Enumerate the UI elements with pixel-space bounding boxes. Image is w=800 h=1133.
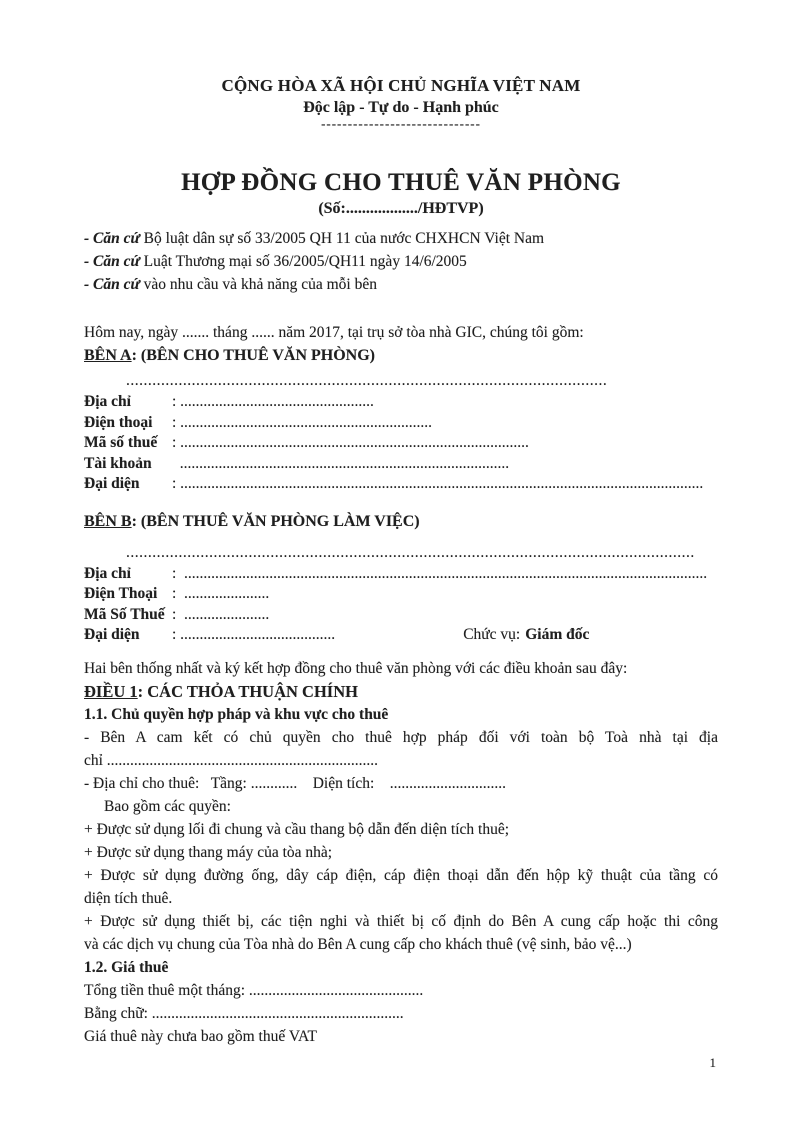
clause-line: + Được sử dụng thang máy của tòa nhà; (84, 843, 333, 861)
field-value: : ................................................................. (172, 413, 433, 431)
clause-line: - Bên A cam kết có chủ quyền cho thuê hợp pháp đối với toàn bộ Toà nhà tại địa (84, 728, 718, 746)
field-row-address (84, 392, 718, 413)
rent-total-line: Tổng tiền thuê một tháng: ............................................. (84, 981, 424, 999)
position-group (463, 625, 589, 646)
article-1-heading (84, 680, 718, 703)
field-row-representative (84, 625, 718, 646)
legal-basis-line (84, 273, 718, 296)
field-value: : ....................................................................................................................................... (172, 475, 704, 492)
clause-line: và các dịch vụ chung của Tòa nhà do Bên A cung cấp cho khách thuê (vệ sinh, bảo vệ...) (84, 935, 632, 953)
clause-line: - Địa chỉ cho thuê: Tầng: ............ Diện tích: .............................. (84, 774, 507, 792)
field-value: : ....................................................................................................................................... (172, 564, 708, 582)
field-value: : .................................................. (172, 393, 374, 410)
field-value: : ...................... (172, 605, 270, 623)
field-row-phone (84, 413, 718, 434)
field-row-address (84, 564, 718, 585)
field-row-phone (84, 584, 718, 605)
clause-line: diện tích thuê. (84, 889, 173, 907)
country-title: CỘNG HÒA XÃ HỘI CHỦ NGHĨA VIỆT NAM (221, 76, 581, 95)
article-1-title: : CÁC THỎA THUẬN CHÍNH (137, 681, 358, 701)
field-label: Mã Số Thuế (84, 605, 165, 623)
clause-line: Bao gồm các quyền: (104, 797, 231, 815)
legal-basis-line (84, 250, 718, 273)
vat-note-line: Giá thuê này chưa bao gồm thuế VAT (84, 1027, 317, 1045)
legal-basis-lead: - Căn cứ (84, 230, 140, 247)
legal-basis-section (84, 227, 718, 296)
contract-number-line: (Số:................../HĐTVP) (318, 200, 484, 217)
field-label: Điện Thoại (84, 585, 158, 602)
party-a-heading-text: : (BÊN CHO THUÊ VĂN PHÒNG) (131, 347, 375, 364)
field-row-representative (84, 474, 718, 495)
clause-line: + Được sử dụng lối đi chung và cầu thang bộ dẫn đến diện tích thuê; (84, 820, 510, 838)
legal-basis-lead: - Căn cứ (84, 276, 140, 293)
section-1-2-heading: 1.2. Giá thuê (84, 958, 169, 976)
party-b-label: BÊN B (84, 512, 132, 530)
party-b-heading-text: : (BÊN THUÊ VĂN PHÒNG LÀM VIỆC) (131, 512, 420, 530)
field-row-tax-code (84, 605, 718, 626)
legal-basis-text: Bộ luật dân sự số 33/2005 QH 11 của nước CHXHCN Việt Nam (139, 230, 545, 247)
rent-in-words-line: Bằng chữ: ................................................................. (84, 1004, 404, 1022)
terms-section (84, 657, 718, 1048)
field-label: Địa chỉ (84, 564, 131, 582)
field-value: : ........................................ (172, 626, 336, 643)
section-1-1-heading: 1.1. Chủ quyền hợp pháp và khu vực cho thuê (84, 705, 389, 723)
document-title: HỢP ĐỒNG CHO THUÊ VĂN PHÒNG (181, 169, 621, 196)
field-label: Mã số thuế (84, 434, 158, 451)
legal-basis-text: vào nhu cầu và khả năng của mỗi bên (139, 276, 377, 293)
clause-line: + Được sử dụng đường ống, dây cáp điện, cáp điện thoại dẫn đến hộp kỹ thuật của tầng có (84, 866, 718, 884)
field-row-tax-code (84, 433, 718, 454)
party-a-section (84, 344, 718, 495)
legal-basis-lead: - Căn cứ (84, 253, 140, 270)
page-number: 1 (709, 1054, 716, 1070)
field-value: : .......................................................................................... (172, 434, 529, 451)
party-b-section (84, 510, 718, 646)
field-value: ..................................................................................... (172, 454, 510, 472)
party-a-name-dotted-line: .............................................................................................................. (126, 372, 608, 389)
national-motto: Độc lập - Tự do - Hạnh phúc (303, 99, 499, 116)
legal-basis-text: Luật Thương mại số 36/2005/QH11 ngày 14/6/2005 (139, 253, 467, 270)
motto-separator: ------------------------------ (321, 116, 481, 131)
party-b-heading (84, 510, 718, 533)
agreement-intro: Hai bên thống nhất và ký kết hợp đồng cho thuê văn phòng với các điều khoản sau đây: (84, 659, 628, 677)
field-label: Địa chỉ (84, 393, 131, 410)
field-row-account (84, 454, 718, 475)
opening-statement: Hôm nay, ngày ....... tháng ...... năm 2017, tại trụ sở tòa nhà GIC, chúng tôi gồm: (84, 324, 584, 341)
clause-line: + Được sử dụng thiết bị, các tiện nghi và thiết bị cố định do Bên A cung cấp hoặc thi công (84, 912, 718, 930)
party-a-fields (84, 392, 718, 495)
party-a-heading (84, 344, 718, 367)
party-b-fields (84, 564, 718, 646)
field-label: Đại diện (84, 626, 140, 643)
clause-line: chỉ ...................................................................... (84, 751, 379, 769)
position-value: Giám đốc (525, 626, 590, 643)
field-label: Tài khoản (84, 454, 152, 472)
field-label: Đại diện (84, 475, 140, 492)
article-1-label: ĐIỀU 1 (84, 681, 138, 701)
position-label: Chức vụ: (463, 626, 521, 643)
field-label: Điện thoại (84, 413, 153, 431)
field-value: : ...................... (172, 585, 270, 602)
party-b-name-dotted-line: .................................................................................................................................. (126, 543, 695, 561)
party-a-label: BÊN A (84, 347, 132, 364)
national-motto-header (84, 76, 718, 129)
legal-basis-line (84, 227, 718, 250)
